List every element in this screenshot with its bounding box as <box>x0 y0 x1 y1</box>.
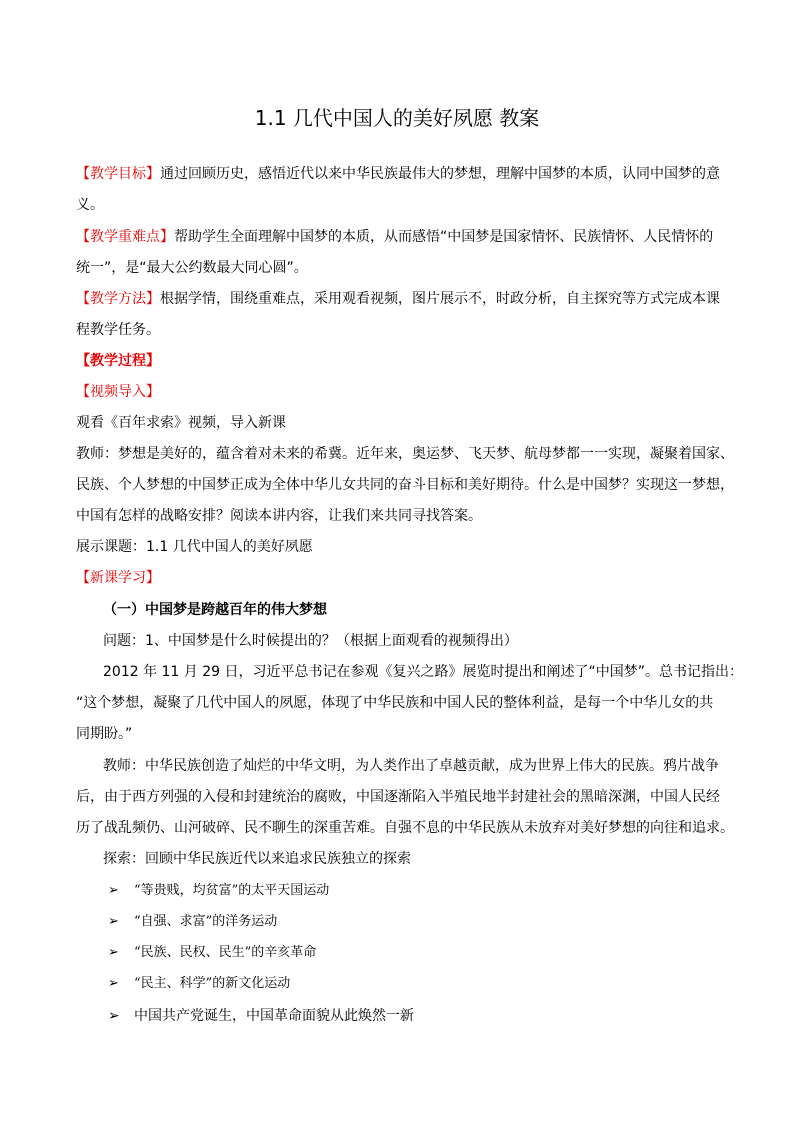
objective-text-2: 义。 <box>76 197 104 213</box>
key-points-line-1 <box>76 227 713 247</box>
question-text: 问题：1、中国梦是什么时候提出的？（根据上面观看的视频得出） <box>103 633 518 649</box>
lesson-teacher-line-2: 后，由于西方列强的入侵和封建统治的腐败，中国逐渐陷入半殖民地半封建社会的黑暗深渊，中国人民经 <box>76 789 720 805</box>
key-points-label: 【教学重难点】 <box>76 229 174 245</box>
lesson-teacher-line-3: 历了战乱频仍、山河破碎、民不聊生的深重苦难。自强不息的中华民族从未放弃对美好梦想的向往和追求。 <box>76 820 734 836</box>
arrow-bullet-icon: ➢ <box>108 883 119 898</box>
method-label: 【教学方法】 <box>76 291 160 307</box>
fact-line-3: 同期盼。” <box>76 726 133 742</box>
fact-line-2: “这个梦想，凝聚了几代中国人的夙愿，体现了中华民族和中国人民的整体利益，是每一个中华儿女的共 <box>76 695 714 711</box>
key-points-text-2: 统一”，是“最大公约数最大同心圆”。 <box>76 260 308 276</box>
list-item <box>108 943 316 963</box>
bullet-text-xinhai: “民族、民权、民生”的辛亥革命 <box>134 945 317 960</box>
bullet-text-new-culture: “民主、科学”的新文化运动 <box>134 976 291 991</box>
video-watch-text: 观看《百年求索》视频，导入新课 <box>76 415 286 431</box>
lesson-teacher-line-1: 教师：中华民族创造了灿烂的中华文明，为人类作出了卓越贡献，成为世界上伟大的民族。鸦片战争 <box>103 758 719 774</box>
bullet-text-taiping: “等贵贱，均贫富”的太平天国运动 <box>134 883 330 898</box>
new-lesson-label: 【新课学习】 <box>76 570 160 586</box>
topic-text: 展示课题：1.1 几代中国人的美好夙愿 <box>76 539 313 555</box>
method-text-1: 根据学情，围绕重难点，采用观看视频，图片展示不，时政分析，自主探究等方式完成本课 <box>160 291 720 307</box>
process-label: 【教学过程】 <box>76 353 160 369</box>
list-item <box>108 881 329 901</box>
arrow-bullet-icon: ➢ <box>108 976 119 991</box>
bullet-text-cpc: 中国共产党诞生，中国革命面貌从此焕然一新 <box>134 1008 414 1024</box>
explore-text: 探索：回顾中华民族近代以来追求民族独立的探索 <box>103 851 411 867</box>
arrow-bullet-icon: ➢ <box>108 1008 120 1024</box>
document-title: 1.1 几代中国人的美好夙愿 教案 <box>254 106 540 130</box>
method-text-2: 程教学任务。 <box>76 322 160 338</box>
video-intro-label: 【视频导入】 <box>76 384 160 400</box>
video-teacher-line-2: 民族、个人梦想的中国梦正成为全体中华儿女共同的奋斗目标和美好期待。什么是中国梦？实现这一梦想， <box>76 477 734 493</box>
objective-label: 【教学目标】 <box>76 166 160 182</box>
objective-text-1: 通过回顾历史，感悟近代以来中华民族最伟大的梦想，理解中国梦的本质，认同中国梦的意 <box>160 166 720 182</box>
video-teacher-line-3: 中国有怎样的战略安排？阅读本讲内容，让我们来共同寻找答案。 <box>76 508 482 524</box>
fact-line-1: 2012 年 11 月 29 日，习近平总书记在参观《复兴之路》展览时提出和阐述了“中国梦”。总书记指出： <box>103 664 744 680</box>
arrow-bullet-icon: ➢ <box>108 945 119 960</box>
arrow-bullet-icon: ➢ <box>108 914 119 929</box>
objective-line-1 <box>76 164 720 184</box>
list-item <box>108 974 290 994</box>
list-item <box>108 1006 414 1026</box>
list-item <box>108 912 277 932</box>
video-teacher-line-1: 教师：梦想是美好的，蕴含着对未来的希冀。近年来，奥运梦、飞天梦、航母梦都一一实现，凝聚着国家、 <box>76 446 734 462</box>
section-1-title: （一）中国梦是跨越百年的伟大梦想 <box>103 602 327 618</box>
method-line-1 <box>76 289 720 309</box>
bullet-text-yangwu: “自强、求富”的洋务运动 <box>134 914 278 929</box>
key-points-text-1: 帮助学生全面理解中国梦的本质，从而感悟“中国梦是国家情怀、民族情怀、人民情怀的 <box>174 229 714 245</box>
